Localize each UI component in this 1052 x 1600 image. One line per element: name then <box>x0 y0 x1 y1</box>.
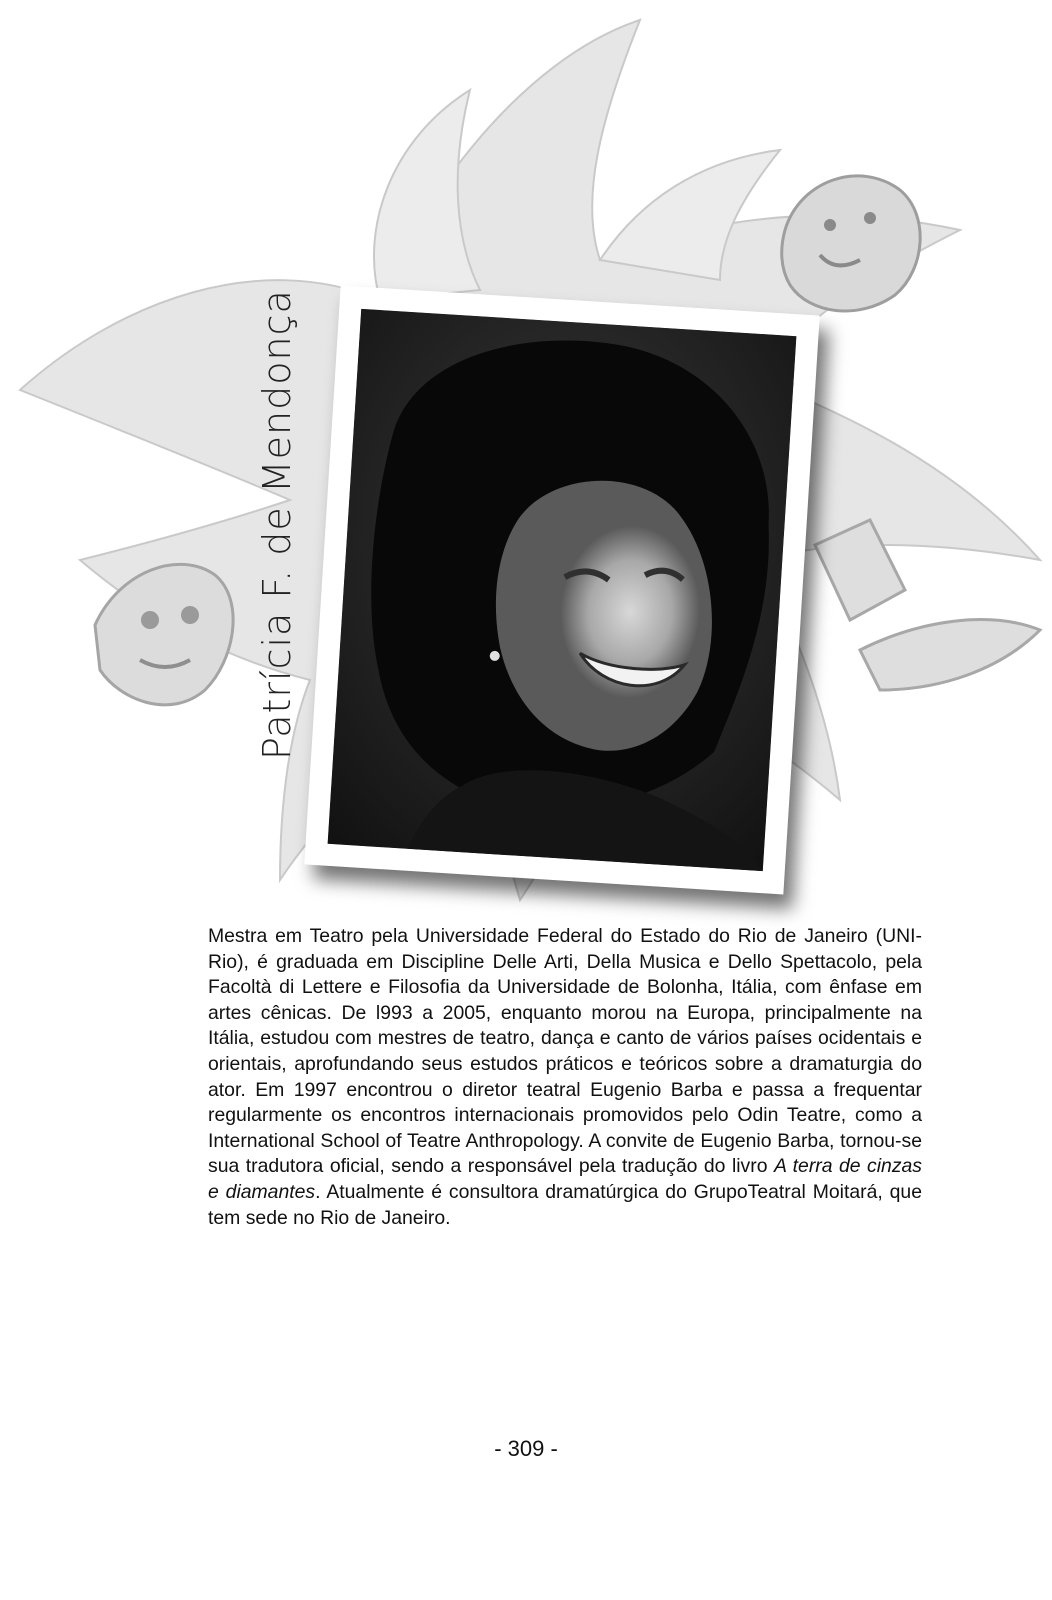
bio-text-part2: . Atualmente é consultora dramatúrgica do GrupoTeatral Moitará, que tem sede no Rio de Janeiro. <box>208 1180 922 1229</box>
author-biography <box>208 924 922 1231</box>
portrait-photo <box>328 309 797 871</box>
bio-text-part1: Mestra em Teatro pela Universidade Federal do Estado do Rio de Janeiro (UNI-Rio), é graduada em Discipline Delle Arti, Della Musica e Dello Spettacolo, pela Facoltà di Lettere e Filosofia da Universidade de Bolonha, Itália, com ênfase em artes cênicas. De l993 a 2005, enquanto morou na Europa, principalmente na Itália, estudou com mestres de teatro, dança e canto de vários países ocidentais e orientais, aprofundando seus estudos práticos e teóricos sobre a dramaturgia do ator. Em 1997 encontrou o diretor teatral Eugenio Barba e passa a frequentar regularmente os encontros internacionais promovidos pelo Odin Teatre, como a International School of Teatre Anthropology. A convite de Eugenio Barba, tornou-se sua tradutora oficial, sendo a responsável pela tradução do livro <box>208 925 922 1178</box>
book-title: A terra de cinzas e diamantes <box>208 1155 922 1203</box>
page-number: - 309 - <box>494 1436 558 1461</box>
author-name-vertical: Patrícia F. de Mendonça <box>255 289 299 760</box>
portrait-photo-frame <box>304 286 819 895</box>
